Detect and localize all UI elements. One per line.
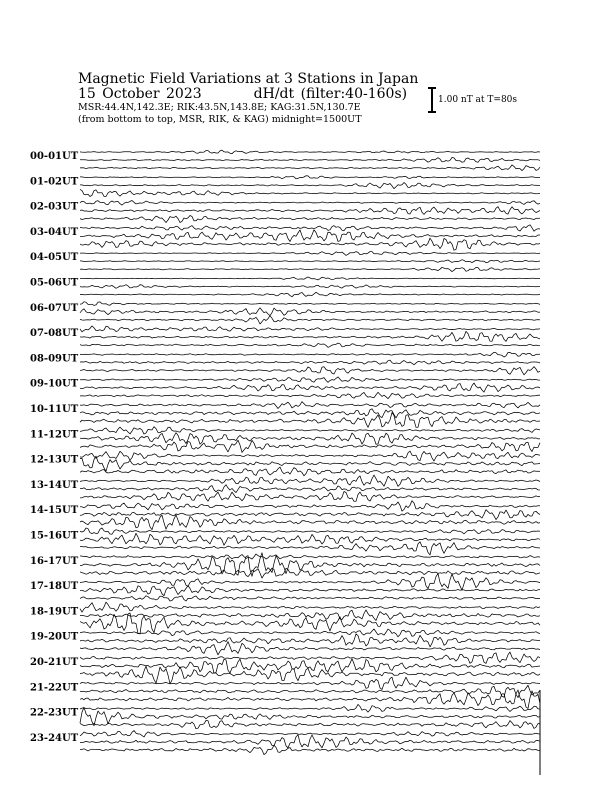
trace-msr — [80, 745, 540, 754]
hour-label: 14-15UT — [30, 505, 79, 517]
trace-msr — [80, 642, 540, 655]
trace-kag — [80, 677, 540, 689]
trace-rik — [80, 383, 540, 392]
trace-kag — [80, 150, 540, 154]
trace-msr — [80, 189, 540, 196]
trace-kag — [80, 475, 540, 486]
trace-rik — [80, 409, 540, 418]
hour-label: 21-22UT — [30, 682, 79, 694]
trace-rik — [80, 260, 540, 263]
trace-msr — [80, 666, 540, 684]
trace-kag — [80, 326, 540, 332]
trace-kag — [80, 201, 540, 206]
trace-kag — [80, 302, 540, 306]
trace-msr — [80, 467, 540, 476]
hour-label: 04-05UT — [30, 252, 79, 264]
trace-rik — [80, 634, 540, 647]
chart-date: 15 October 2023 — [78, 86, 202, 102]
hour-label: 16-17UT — [30, 555, 79, 567]
trace-kag — [80, 377, 540, 382]
hour-label: 17-18UT — [30, 581, 79, 593]
trace-rik — [80, 735, 540, 748]
trace-kag — [80, 629, 540, 637]
trace-rik — [80, 586, 540, 596]
hour-label: 05-06UT — [30, 277, 79, 289]
trace-kag — [80, 427, 540, 434]
trace-rik — [80, 158, 540, 163]
trace-rik — [80, 533, 540, 545]
hour-label: 10-11UT — [30, 404, 79, 415]
trace-kag — [80, 602, 540, 612]
trace-msr — [80, 316, 540, 324]
trace-msr — [80, 343, 540, 347]
trace-order-note: (from bottom to top, MSR, RIK, & KAG) midnight=1500UT — [78, 114, 362, 125]
trace-msr — [80, 568, 540, 578]
trace-kag — [80, 704, 540, 712]
trace-kag — [80, 554, 540, 559]
trace-msr — [80, 216, 540, 223]
scale-label: 1.00 nT at T=80s — [438, 95, 518, 105]
trace-kag — [80, 176, 540, 179]
trace-rik — [80, 230, 540, 242]
hour-label: 02-03UT — [30, 201, 79, 213]
hour-label: 23-24UT — [30, 732, 79, 744]
hour-label: 20-21UT — [30, 657, 79, 668]
trace-kag — [80, 731, 540, 738]
chart-title: Magnetic Field Variations at 3 Stations in Japan — [78, 71, 419, 87]
trace-rik — [80, 207, 540, 215]
trace-msr — [80, 267, 540, 271]
hour-label: 03-04UT — [30, 226, 79, 238]
hour-label: 15-16UT — [30, 530, 79, 542]
station-coordinates: MSR:44.4N,142.3E; RIK:43.5N,143.8E; KAG:31.5N,130.7E — [78, 102, 361, 113]
trace-kag — [80, 277, 540, 280]
hour-label: 19-20UT — [30, 631, 79, 643]
hour-label: 07-08UT — [30, 328, 79, 340]
trace-kag — [80, 225, 540, 231]
trace-msr — [80, 413, 540, 428]
hour-label: 13-14UT — [30, 479, 79, 491]
trace-msr — [80, 392, 540, 398]
trace-msr — [80, 238, 540, 250]
trace-msr — [80, 292, 540, 296]
trace-rik — [80, 285, 540, 289]
trace-kag — [80, 451, 540, 461]
hour-label: 12-13UT — [30, 454, 79, 466]
hour-label: 22-23UT — [30, 707, 79, 719]
trace-kag — [80, 402, 540, 409]
trace-msr — [80, 492, 540, 502]
trace-rik — [80, 331, 540, 341]
trace-kag — [80, 352, 540, 357]
trace-rik — [80, 510, 540, 520]
trace-kag — [80, 528, 540, 534]
trace-kag — [80, 652, 540, 663]
trace-rik — [80, 485, 540, 493]
trace-msr — [80, 515, 540, 530]
trace-rik — [80, 360, 540, 365]
trace-msr — [80, 542, 540, 555]
trace-msr — [80, 367, 540, 375]
trace-kag — [80, 501, 540, 511]
hour-label: 06-07UT — [30, 302, 79, 314]
trace-msr — [80, 440, 540, 452]
trace-msr — [80, 165, 540, 171]
hour-label: 08-09UT — [30, 353, 79, 365]
hour-label: 09-10UT — [30, 378, 79, 390]
trace-msr — [80, 596, 540, 601]
hour-label: 00-01UT — [30, 151, 79, 162]
trace-kag — [80, 252, 540, 256]
hour-label: 18-19UT — [30, 606, 79, 618]
trace-rik — [80, 659, 540, 674]
trace-rik — [80, 183, 540, 189]
trace-rik — [80, 707, 540, 726]
chart-quantity: dH/dt (filter:40-160s) — [253, 86, 408, 102]
trace-rik — [80, 685, 540, 697]
hour-label: 11-12UT — [30, 429, 79, 441]
trace-rik — [80, 308, 540, 316]
trace-kag — [80, 574, 540, 591]
trace-msr — [80, 721, 540, 729]
hour-label: 01-02UT — [30, 176, 79, 188]
trace-rik — [80, 433, 540, 445]
